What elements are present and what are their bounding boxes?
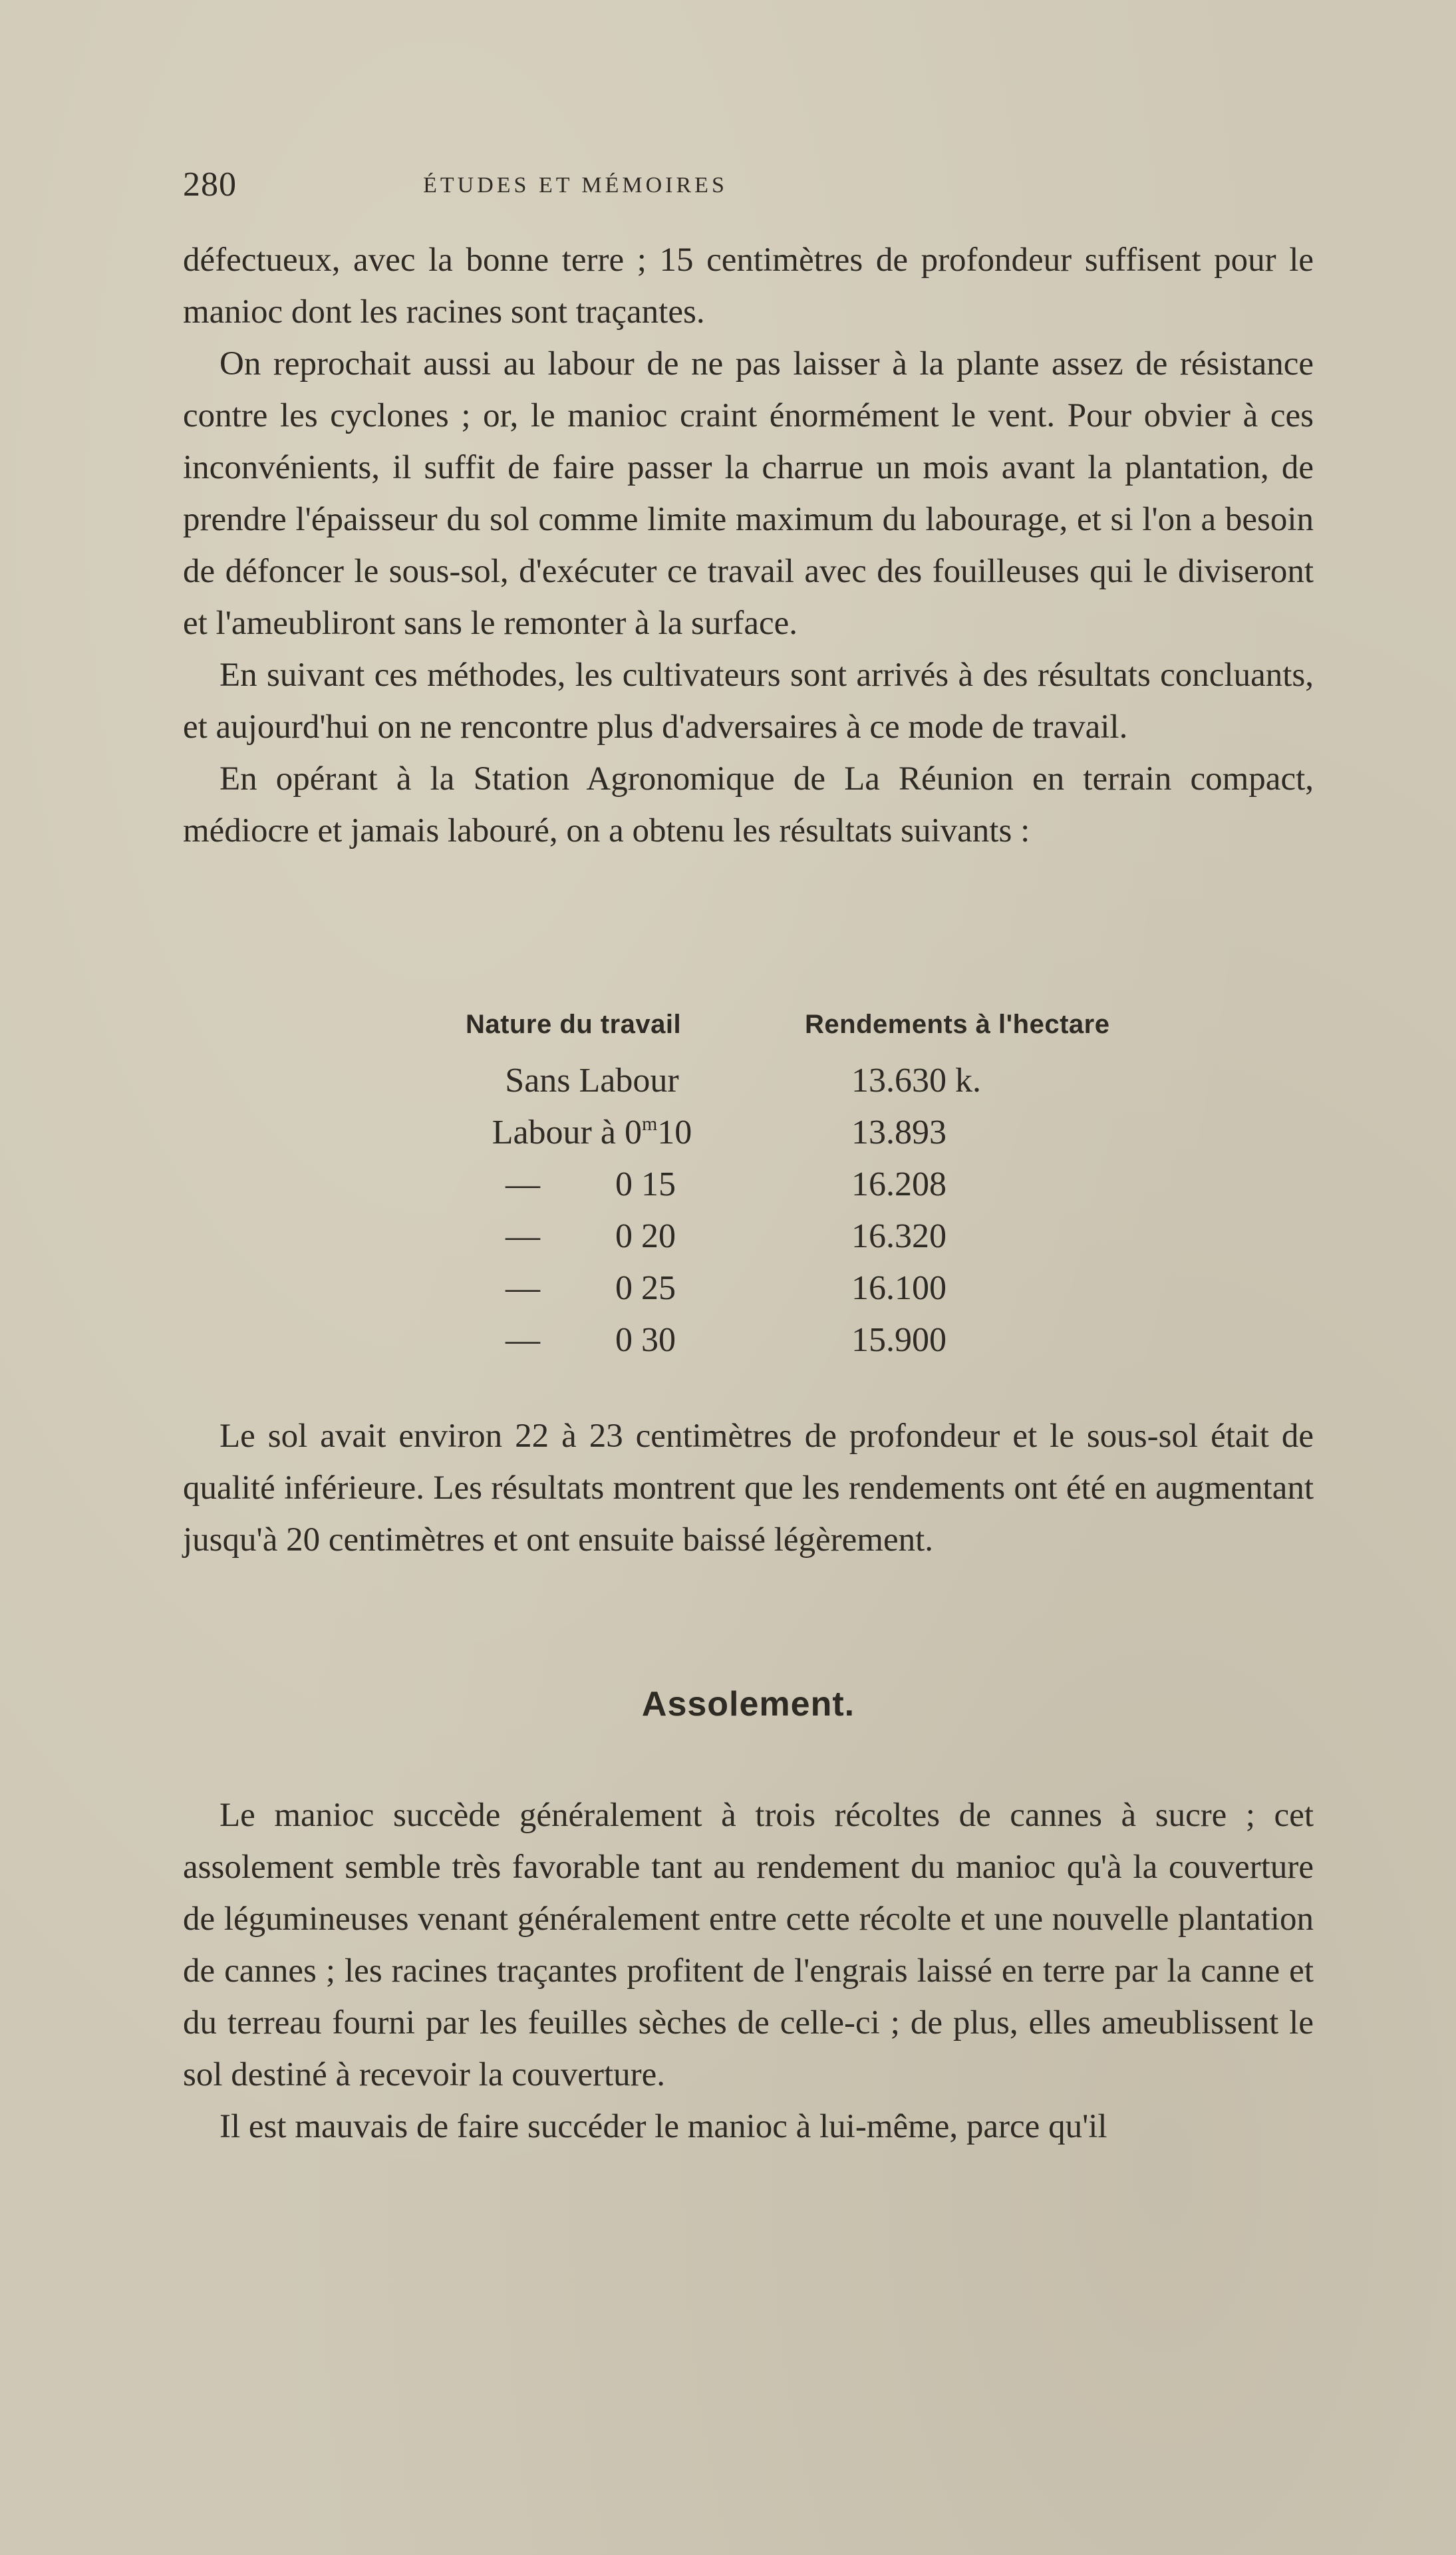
body-text-before-table (183, 234, 1314, 857)
table-header-nature: Nature du travail (466, 1010, 682, 1039)
table-cell-depth: 0 20 (615, 1217, 676, 1255)
section-heading: Assolement. (641, 1685, 855, 1724)
body-text-after-table (183, 1410, 1314, 1566)
table-row (0, 1269, 1456, 1315)
table-cell-depth: 0 15 (615, 1165, 676, 1203)
unit-superscript: m (641, 1113, 658, 1135)
table-row (0, 1217, 1456, 1263)
table-cell-depth: 0 25 (615, 1269, 676, 1307)
page-header (183, 165, 1314, 205)
table-cell-yield: 16.208 (851, 1165, 946, 1203)
table-cell-yield: 16.100 (851, 1269, 946, 1307)
table-cell-yield: 16.320 (851, 1217, 946, 1255)
table-row (0, 1320, 1456, 1367)
page-number: 280 (183, 166, 237, 204)
paragraph-no-repeat: Il est mauvais de faire succéder le manioc à lui-même, parce qu'il (219, 2108, 1107, 2145)
table-row (0, 1113, 1456, 1159)
table-cell-yield: 15.900 (851, 1321, 946, 1359)
table-header-yield: Rendements à l'hectare (805, 1010, 1110, 1039)
ditto-dash: — (506, 1321, 540, 1359)
paragraph-rotation: Le manioc succède généralement à trois récoltes de cannes à sucre ; cet assolement semble très favorable tant au rendement du manioc qu'à la couverture de légumineuses venant généralement entre cette récolte et une nouvelle plantation de cannes ; les racines traçantes profitent de l'engrais laissé en terre par la canne et du terreau fourni par les feuilles sèches de celle-ci ; de plus, elles ameublissent le sol destiné à recevoir la couverture. (183, 1797, 1314, 2093)
paragraph-methods-results: En suivant ces méthodes, les cultivateurs sont arrivés à des résultats concluants, et aujourd'hui on ne rencontre plus d'adversaires à ce mode de travail. (183, 657, 1314, 746)
ditto-dash: — (506, 1269, 540, 1307)
table-cell-depth: 0 30 (615, 1321, 676, 1359)
nature-suffix: 10 (657, 1114, 692, 1151)
paragraph-continuation: défectueux, avec la bonne terre ; 15 centimètres de profondeur suffisent pour le manioc dont les racines sont traçantes. (183, 241, 1314, 331)
ditto-dash: — (506, 1217, 540, 1255)
paragraph-station-experiment: En opérant à la Station Agronomique de La Réunion en terrain compact, médiocre et jamais labouré, on a obtenu les résultats suivants : (183, 760, 1314, 849)
table-row (0, 1165, 1456, 1211)
paragraph-soil-results: Le sol avait environ 22 à 23 centimètres de profondeur et le sous-sol était de qualité inférieure. Les résultats montrent que les rendements ont été en augmentant jusqu'à 20 centimètres et ont ensuite baissé légèrement. (183, 1418, 1314, 1559)
table-cell-yield: 13.630 k. (851, 1062, 981, 1100)
table-cell-yield: 13.893 (851, 1114, 946, 1151)
table-cell-nature (459, 1113, 725, 1152)
table-row (0, 1061, 1456, 1108)
section-body-text (183, 1789, 1314, 2153)
running-title: ÉTUDES ET MÉMOIRES (423, 173, 728, 198)
ditto-dash: — (506, 1165, 540, 1203)
table-cell-nature: Sans Labour (505, 1062, 679, 1100)
nature-prefix: Labour à 0 (492, 1114, 642, 1151)
paragraph-labour-objection: On reprochait aussi au labour de ne pas laisser à la plante assez de résistance contre les cyclones ; or, le manioc craint énormément le vent. Pour obvier à ces inconvénients, il suffit de faire passer la charrue un mois avant la plantation, de prendre l'épaisseur du sol comme limite maximum du labourage, et si l'on a besoin de défoncer le sous-sol, d'exécuter ce travail avec des fouilleuses qui le diviseront et l'ameubliront sans le remonter à la surface. (183, 345, 1314, 642)
